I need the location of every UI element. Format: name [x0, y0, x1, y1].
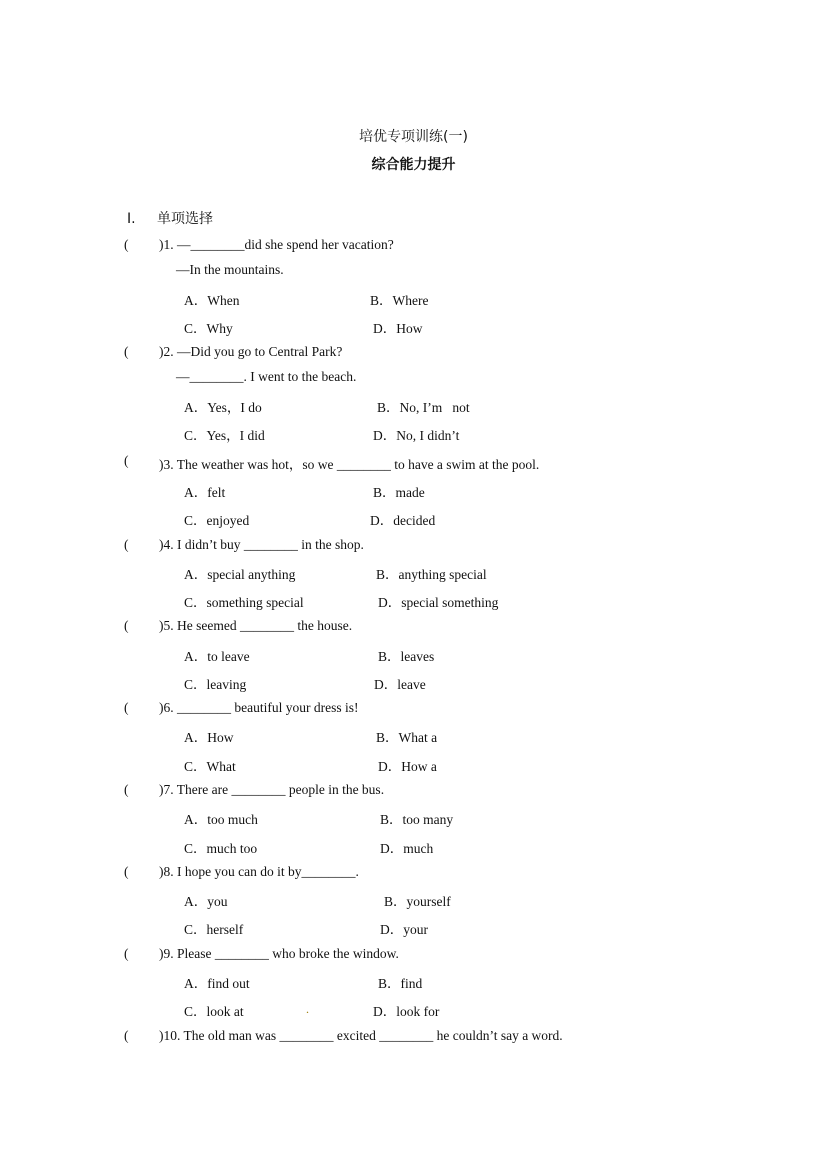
- option-a: A．Yes，I do: [184, 400, 262, 415]
- option-c: C．Yes，I did: [184, 428, 265, 443]
- option-c: C．enjoyed: [184, 513, 250, 528]
- page-subtitle: 综合能力提升: [371, 157, 456, 173]
- option-c: C．something special: [184, 595, 304, 610]
- question-stem: )4. I didn’t buy ________ in the shop.: [159, 537, 364, 552]
- option-c: C．look at: [184, 1004, 244, 1019]
- question-stem: )8. I hope you can do it by________.: [159, 864, 359, 879]
- option-d: D．much: [380, 841, 434, 856]
- question-stem: )6. ________ beautiful your dress is!: [159, 700, 359, 715]
- option-a: A．felt: [184, 485, 226, 500]
- option-a: A．How: [184, 730, 234, 745]
- option-a: A．to leave: [184, 649, 250, 664]
- option-b: B．Where: [370, 293, 429, 308]
- option-b: B．No, I’m not: [377, 400, 470, 415]
- option-d: D．decided: [370, 513, 436, 528]
- option-d: D．your: [380, 922, 428, 937]
- answer-blank-paren: (: [124, 344, 129, 359]
- option-d: D．How a: [378, 759, 437, 774]
- option-c: C．Why: [184, 321, 233, 336]
- answer-blank-paren: (: [124, 782, 129, 797]
- question-stem: )5. He seemed ________ the house.: [159, 618, 353, 633]
- question-stem: )2. —Did you go to Central Park?: [159, 344, 343, 359]
- option-b: B．too many: [380, 812, 454, 827]
- question-stem: )7. There are ________ people in the bus.: [159, 782, 385, 797]
- answer-blank-paren: (: [124, 1028, 129, 1043]
- question-stem: )3. The weather was hot，so we ________ to have a swim at the pool.: [159, 457, 540, 472]
- option-a: A．When: [184, 293, 240, 308]
- question-stem: )1. —________did she spend her vacation?: [159, 237, 394, 252]
- option-c: C．herself: [184, 922, 244, 937]
- stray-mark: .: [306, 1002, 309, 1016]
- option-d: D．look for: [373, 1004, 440, 1019]
- section-label: 单项选择: [157, 211, 213, 227]
- option-d: D．How: [373, 321, 423, 336]
- section-number: Ⅰ.: [127, 211, 136, 227]
- question-stem: )10. The old man was ________ excited ________ he couldn’t say a word.: [159, 1028, 563, 1043]
- page-title: 培优专项训练(一): [359, 129, 468, 145]
- option-a: A．too much: [184, 812, 258, 827]
- option-c: C．What: [184, 759, 236, 774]
- answer-blank-paren: (: [124, 237, 129, 252]
- option-b: B．made: [373, 485, 425, 500]
- option-a: A．special anything: [184, 567, 296, 582]
- section-heading: [127, 208, 213, 228]
- option-b: B．anything special: [376, 567, 487, 582]
- answer-blank-paren: (: [124, 537, 129, 552]
- option-c: C．leaving: [184, 677, 247, 692]
- question-answer-line: —________. I went to the beach.: [176, 369, 357, 384]
- option-a: A．find out: [184, 976, 250, 991]
- question-answer-line: —In the mountains.: [176, 262, 284, 277]
- option-b: B．find: [378, 976, 423, 991]
- option-b: B．leaves: [378, 649, 435, 664]
- option-b: B．What a: [376, 730, 438, 745]
- answer-blank-paren: (: [124, 618, 129, 633]
- answer-blank-paren: (: [124, 700, 129, 715]
- option-d: D．No, I didn’t: [373, 428, 460, 443]
- option-a: A．you: [184, 894, 228, 909]
- answer-blank-paren: (: [124, 946, 129, 961]
- option-d: D．special something: [378, 595, 499, 610]
- answer-blank-paren: (: [124, 453, 129, 468]
- question-stem: )9. Please ________ who broke the window.: [159, 946, 399, 961]
- answer-blank-paren: (: [124, 864, 129, 879]
- option-b: B．yourself: [384, 894, 451, 909]
- option-d: D．leave: [374, 677, 426, 692]
- option-c: C．much too: [184, 841, 258, 856]
